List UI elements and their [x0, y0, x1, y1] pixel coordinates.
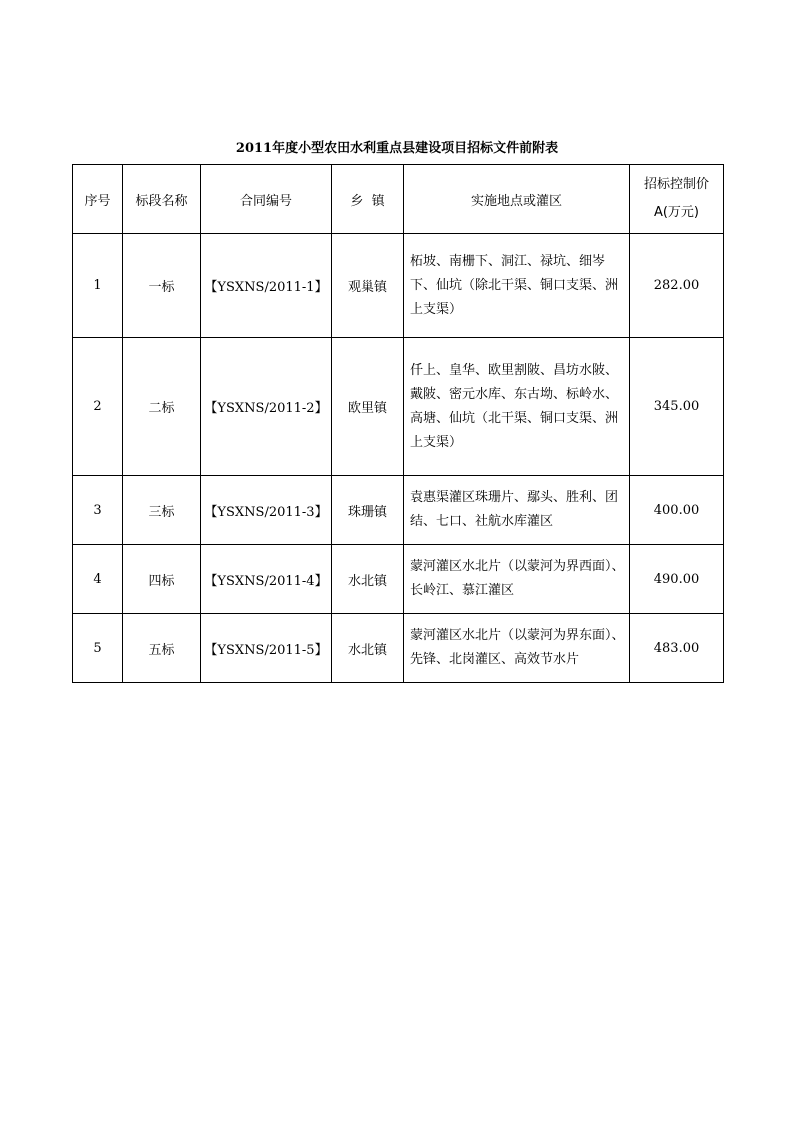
row-section-name: 三标	[123, 476, 201, 545]
row-seq: 5	[73, 614, 123, 683]
row-contract-no: 【YSXNS/2011-3】	[201, 476, 332, 545]
bid-schedule-table	[72, 164, 724, 683]
row-price: 490.00	[630, 545, 724, 614]
header-location: 实施地点或灌区	[404, 165, 630, 234]
header-section-name: 标段名称	[123, 165, 201, 234]
row-seq: 2	[73, 338, 123, 476]
table-header-row	[73, 165, 724, 234]
row-price: 400.00	[630, 476, 724, 545]
row-contract-no: 【YSXNS/2011-1】	[201, 234, 332, 338]
row-location: 蒙河灌区水北片（以蒙河为界西面）、长岭江、慕江灌区	[404, 545, 630, 614]
header-contract-no: 合同编号	[201, 165, 332, 234]
row-town: 欧里镇	[332, 338, 404, 476]
row-price: 345.00	[630, 338, 724, 476]
header-price-line2: A(万元)	[653, 205, 700, 220]
row-town: 观巢镇	[332, 234, 404, 338]
row-contract-no: 【YSXNS/2011-2】	[201, 338, 332, 476]
row-section-name: 五标	[123, 614, 201, 683]
row-contract-no: 【YSXNS/2011-4】	[201, 545, 332, 614]
table-row	[73, 234, 724, 338]
row-section-name: 四标	[123, 545, 201, 614]
header-town: 乡 镇	[332, 165, 404, 234]
row-location: 仟上、皇华、欧里割陂、昌坊水陂、戴陂、密元水库、东古坳、标岭水、高塘、仙坑（北干渠、铜口支渠、洲上支渠）	[404, 338, 630, 476]
header-seq: 序号	[73, 165, 123, 234]
row-location: 柘坡、南栅下、洞江、禄坑、细岑下、仙坑（除北干渠、铜口支渠、洲上支渠）	[404, 234, 630, 338]
row-section-name: 一标	[123, 234, 201, 338]
row-location: 袁惠渠灌区珠珊片、鄢头、胜利、团结、七口、社航水库灌区	[404, 476, 630, 545]
row-location: 蒙河灌区水北片（以蒙河为界东面）、先锋、北岗灌区、高效节水片	[404, 614, 630, 683]
row-town: 水北镇	[332, 545, 404, 614]
row-town: 珠珊镇	[332, 476, 404, 545]
table-row	[73, 545, 724, 614]
header-price	[630, 165, 724, 234]
row-seq: 4	[73, 545, 123, 614]
table-row	[73, 338, 724, 476]
header-price-line1: 招标控制价	[643, 177, 709, 192]
row-town: 水北镇	[332, 614, 404, 683]
table-row	[73, 614, 724, 683]
row-seq: 3	[73, 476, 123, 545]
row-price: 282.00	[630, 234, 724, 338]
row-contract-no: 【YSXNS/2011-5】	[201, 614, 332, 683]
document-title: 2011年度小型农田水利重点县建设项目招标文件前附表	[235, 141, 559, 156]
row-seq: 1	[73, 234, 123, 338]
table-row	[73, 476, 724, 545]
row-price: 483.00	[630, 614, 724, 683]
row-section-name: 二标	[123, 338, 201, 476]
